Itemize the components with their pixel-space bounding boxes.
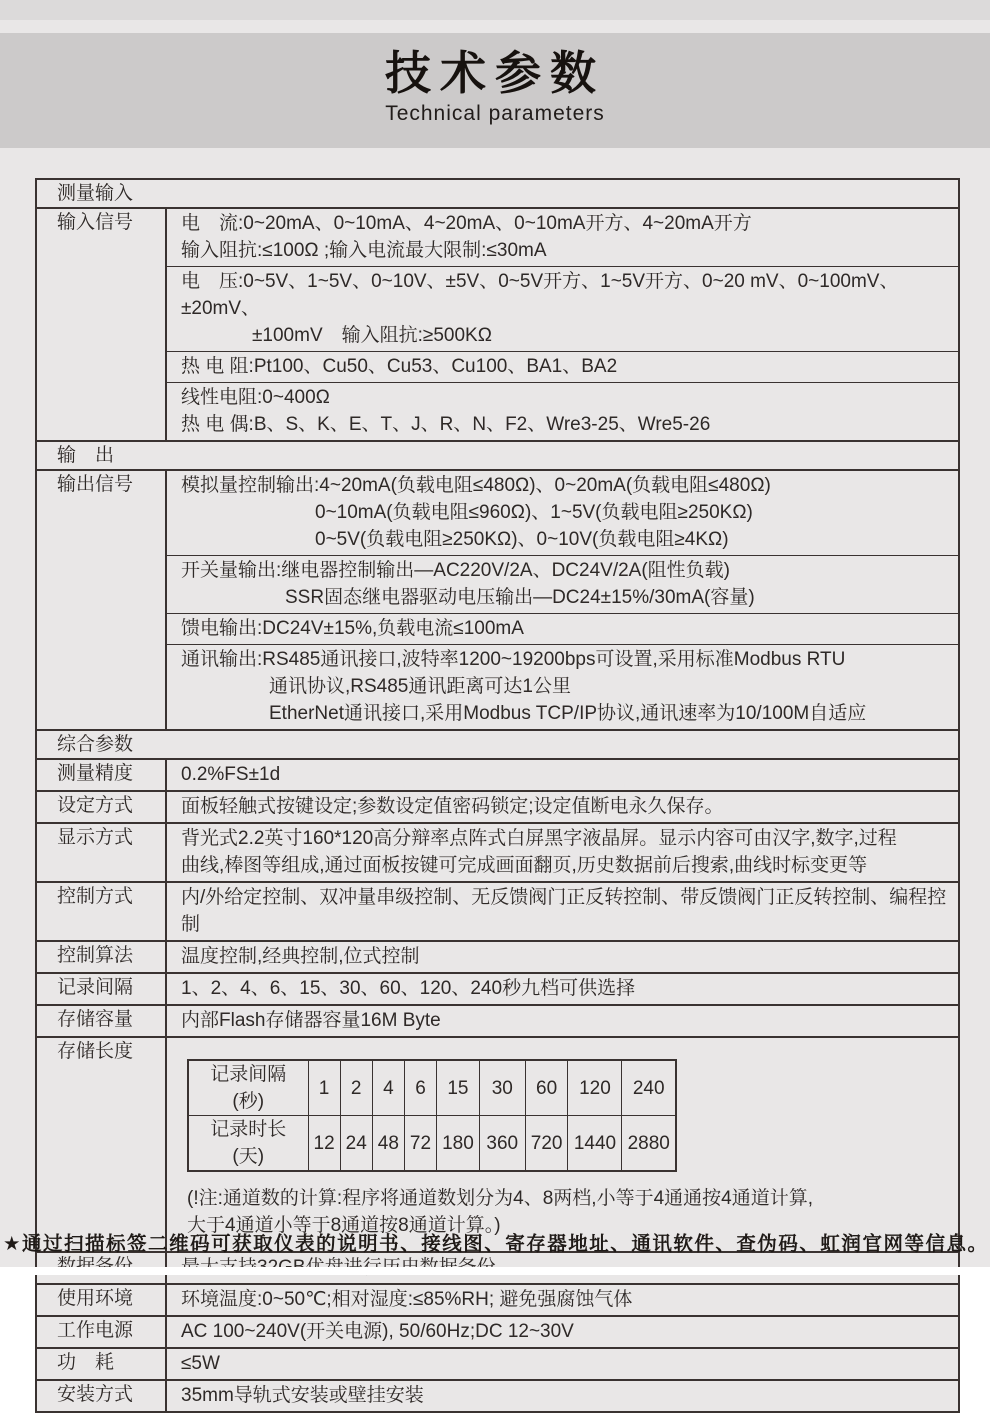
spec-cell-line: 内部Flash存储器容量16M Byte	[181, 1010, 441, 1031]
row-label-environment: 使用环境	[37, 1285, 167, 1315]
row-setting-mode	[37, 790, 958, 822]
row-output-signal	[37, 469, 958, 729]
storage-grid-cell: 360	[479, 1116, 525, 1172]
spec-cell-line: 0~5V(负载电阻≥250KΩ)、0~10V(负载电阻≥4KΩ)	[315, 529, 729, 550]
row-label-input-signal: 输入信号	[37, 209, 167, 440]
spec-cell-line: 通讯输出:RS485通讯接口,波特率1200~19200bps可设置,采用标准Modbus RTU	[181, 649, 846, 670]
spec-cell-line: 0~10mA(负载电阻≤960Ω)、1~5V(负载电阻≥250KΩ)	[315, 502, 753, 523]
spec-cell-line: ±100mV 输入阻抗:≥500KΩ	[252, 325, 492, 346]
spec-cell	[167, 613, 958, 644]
spec-cell	[167, 471, 958, 555]
spec-cell-line: 热 电 阻:Pt100、Cu50、Cu53、Cu100、BA1、BA2	[181, 356, 618, 377]
storage-grid-cell: 30	[479, 1060, 525, 1116]
row-environment	[37, 1283, 958, 1315]
storage-grid-cell: 24	[340, 1116, 372, 1172]
spec-cell-line: 热 电 偶:B、S、K、E、T、J、R、N、F2、Wre3-25、Wre5-26	[181, 414, 711, 435]
spec-cell-line: 0.2%FS±1d	[181, 764, 281, 785]
storage-note-line: (!注:通道数的计算:程序将通道数划分为4、8两档,小等于4通通按4通道计算,	[187, 1188, 813, 1209]
row-value-control-mode	[167, 883, 958, 940]
row-storage-capacity	[37, 1004, 958, 1036]
row-value-input-signal	[167, 209, 958, 440]
row-power-supply	[37, 1315, 958, 1347]
spec-cell-line: 环境温度:0~50℃;相对湿度:≤85%RH; 避免强腐蚀气体	[181, 1289, 633, 1310]
page-title: 技术参数	[385, 47, 605, 99]
row-label-storage-length: 存储长度	[37, 1038, 167, 1251]
spec-cell	[167, 382, 958, 440]
row-power-consumption	[37, 1347, 958, 1379]
storage-grid-cell: 120	[568, 1060, 622, 1116]
storage-grid-cell: 60	[525, 1060, 568, 1116]
spec-cell	[167, 1317, 958, 1347]
storage-grid-cell: 6	[404, 1060, 436, 1116]
spec-cell-line: 面板轻触式按键设定;参数设定值密码锁定;设定值断电永久保存。	[181, 796, 724, 817]
row-control-mode	[37, 881, 958, 940]
title-band	[0, 33, 990, 148]
row-value-storage-length	[167, 1038, 958, 1251]
spec-cell-line: 电 压:0~5V、1~5V、0~10V、±5V、0~5V开方、1~5V开方、0~20 mV、0~100mV、±20mV、	[181, 271, 899, 319]
row-input-signal	[37, 207, 958, 440]
row-output	[37, 440, 958, 469]
storage-grid-cell: 1	[308, 1060, 340, 1116]
spec-cell-line: 背光式2.2英寸160*120高分辩率点阵式白屏黑字液晶屏。显示内容可由汉字,数字,过程	[181, 828, 897, 849]
storage-grid-row	[188, 1060, 676, 1116]
spec-cell-line: 开关量输出:继电器控制输出—AC220V/2A、DC24V/2A(阻性负载)	[181, 560, 730, 581]
row-label-output-signal: 输出信号	[37, 471, 167, 729]
row-value-environment	[167, 1285, 958, 1315]
storage-grid-cell: 180	[437, 1116, 480, 1172]
spec-cell	[167, 555, 958, 613]
spec-cell	[167, 974, 958, 1004]
row-value-display-mode	[167, 824, 958, 881]
storage-grid-cell: 记录时长(天)	[188, 1116, 308, 1172]
spec-cell-line: ≤5W	[181, 1353, 220, 1374]
footer-note: ★通过扫描标签二维码可获取仪表的说明书、接线图、寄存器地址、通讯软件、查伪码、虹润官网等信息。	[3, 1233, 987, 1255]
row-label-installation: 安装方式	[37, 1381, 167, 1411]
storage-grid-cell: 1440	[568, 1116, 622, 1172]
spec-cell	[167, 1006, 958, 1036]
spec-cell	[167, 760, 958, 790]
storage-grid-cell: 15	[437, 1060, 480, 1116]
row-display-mode	[37, 822, 958, 881]
row-accuracy	[37, 758, 958, 790]
spec-cell-line: 电 流:0~20mA、0~10mA、4~20mA、0~10mA开方、4~20mA开方	[181, 213, 752, 234]
row-value-accuracy	[167, 760, 958, 790]
spec-cell	[167, 1349, 958, 1379]
row-control-algorithm	[37, 940, 958, 972]
spec-cell-line: 曲线,棒图等组成,通过面板按键可完成画面翻页,历史数据前后搜索,曲线时标变更等	[181, 855, 868, 876]
spec-cell-line: 1、2、4、6、15、30、60、120、240秒九档可供选择	[181, 978, 636, 999]
spec-table	[35, 178, 960, 1413]
spec-cell-line: 模拟量控制输出:4~20mA(负载电阻≤480Ω)、0~20mA(负载电阻≤480Ω)	[181, 475, 771, 496]
storage-grid-cell: 240	[622, 1060, 676, 1116]
row-value-installation	[167, 1381, 958, 1411]
spec-cell-line: 35mm导轨式安装或壁挂安装	[181, 1385, 424, 1406]
row-label-setting-mode: 设定方式	[37, 792, 167, 822]
row-storage-length	[37, 1036, 958, 1251]
spec-cell	[167, 351, 958, 382]
row-value-setting-mode	[167, 792, 958, 822]
spec-cell-line: 线性电阻:0~400Ω	[181, 387, 330, 408]
spec-cell-line: 通讯协议,RS485通讯距离可达1公里	[269, 676, 571, 697]
spec-cell	[167, 1285, 958, 1315]
row-label-accuracy: 测量精度	[37, 760, 167, 790]
row-value-record-interval	[167, 974, 958, 1004]
spec-cell-line: 输入阻抗:≤100Ω ;输入电流最大限制:≤30mA	[181, 240, 547, 261]
row-label-output: 输 出	[57, 445, 115, 466]
bottom-strip	[0, 1267, 990, 1275]
row-label-measurement-input: 测量输入	[57, 183, 134, 204]
spec-cell	[167, 824, 958, 881]
spec-cell	[167, 1381, 958, 1411]
spec-cell-line: 馈电输出:DC24V±15%,负载电流≤100mA	[181, 618, 524, 639]
spec-cell	[167, 883, 958, 940]
storage-grid-cell: 12	[308, 1116, 340, 1172]
spec-cell	[167, 942, 958, 972]
storage-grid-cell: 2	[340, 1060, 372, 1116]
row-label-display-mode: 显示方式	[37, 824, 167, 881]
row-label-general-params: 综合参数	[57, 734, 134, 755]
top-strip	[0, 0, 990, 20]
row-measurement-input	[37, 180, 958, 207]
spec-cell	[167, 792, 958, 822]
storage-note-line: 大于4通道小等于8通道按8通道计算。)	[187, 1215, 501, 1236]
page-subtitle: Technical parameters	[385, 102, 605, 125]
spec-cell	[167, 644, 958, 729]
row-label-power-supply: 工作电源	[37, 1317, 167, 1347]
row-label-power-consumption: 功 耗	[37, 1349, 167, 1379]
spec-cell	[167, 209, 958, 266]
row-value-power-supply	[167, 1317, 958, 1347]
row-label-control-algorithm: 控制算法	[37, 942, 167, 972]
row-value-output-signal	[167, 471, 958, 729]
row-value-power-consumption	[167, 1349, 958, 1379]
row-label-record-interval: 记录间隔	[37, 974, 167, 1004]
spec-cell	[167, 266, 958, 351]
storage-grid-cell: 48	[372, 1116, 404, 1172]
storage-grid-row	[188, 1116, 676, 1172]
row-label-control-mode: 控制方式	[37, 883, 167, 940]
storage-grid-cell: 72	[404, 1116, 436, 1172]
spec-cell-line: SSR固态继电器驱动电压输出—DC24±15%/30mA(容量)	[285, 587, 755, 608]
spec-cell-line: AC 100~240V(开关电源), 50/60Hz;DC 12~30V	[181, 1321, 574, 1342]
storage-grid-cell: 记录间隔(秒)	[188, 1060, 308, 1116]
storage-grid-cell: 2880	[622, 1116, 676, 1172]
storage-grid-cell: 720	[525, 1116, 568, 1172]
spec-cell-line: 内/外给定控制、双冲量串级控制、无反馈阀门正反转控制、带反馈阀门正反转控制、编程控制	[181, 887, 947, 935]
spec-cell-line: EtherNet通讯接口,采用Modbus TCP/IP协议,通讯速率为10/100M自适应	[269, 703, 867, 724]
row-value-control-algorithm	[167, 942, 958, 972]
row-installation	[37, 1379, 958, 1411]
row-general-params	[37, 729, 958, 758]
spec-cell-line: 温度控制,经典控制,位式控制	[181, 946, 420, 967]
row-value-storage-capacity	[167, 1006, 958, 1036]
storage-grid	[187, 1059, 677, 1172]
storage-grid-cell: 4	[372, 1060, 404, 1116]
row-label-storage-capacity: 存储容量	[37, 1006, 167, 1036]
row-record-interval	[37, 972, 958, 1004]
